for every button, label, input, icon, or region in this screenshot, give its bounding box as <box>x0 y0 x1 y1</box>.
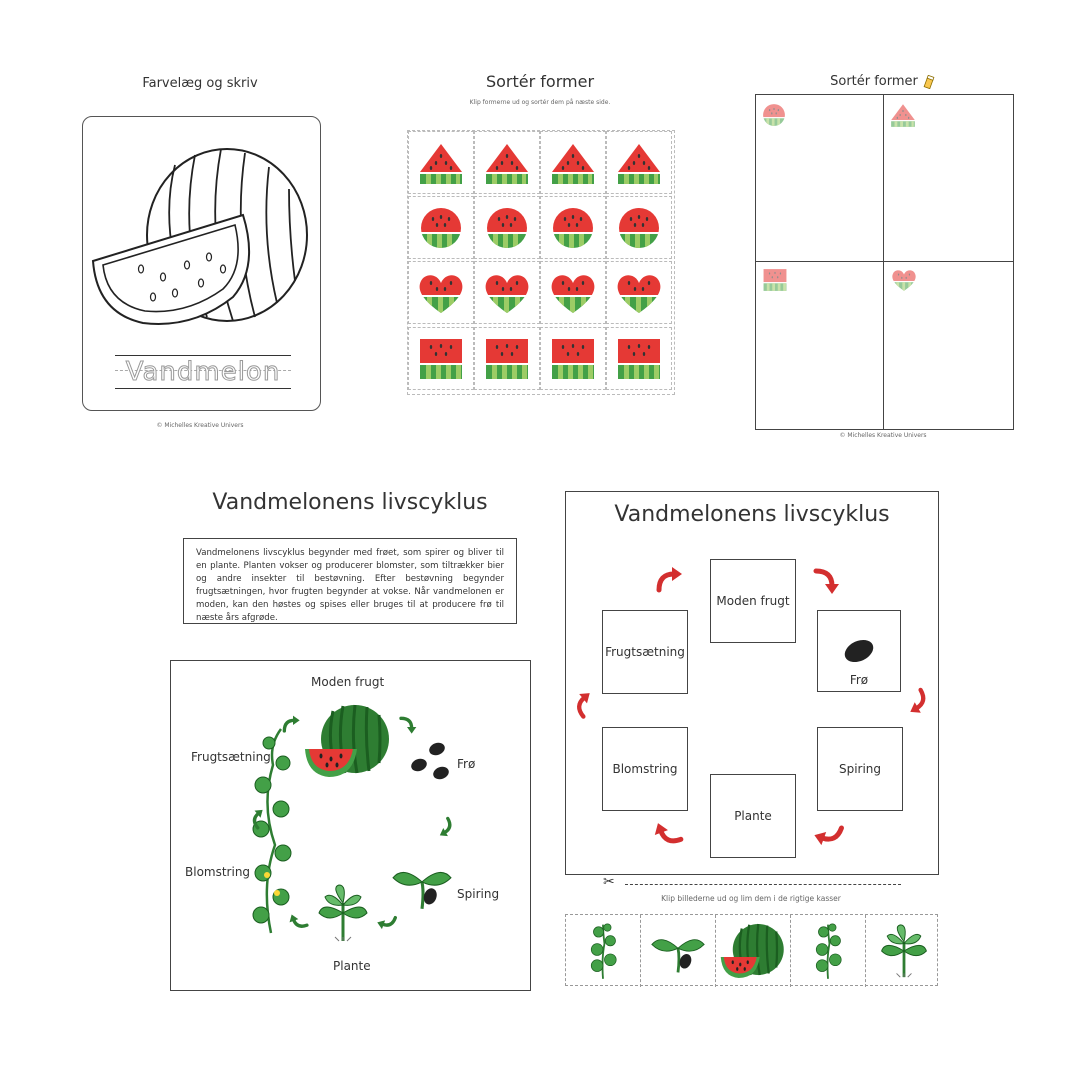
cutout-sprout[interactable] <box>641 915 716 987</box>
square-category-icon <box>762 268 788 292</box>
watermelon-square-icon <box>550 337 596 381</box>
watermelon-triangle-icon <box>550 142 596 184</box>
label-seed: Frø <box>457 757 476 771</box>
watermelon-triangle-icon <box>418 142 464 184</box>
watermelon-circle-icon <box>551 206 595 250</box>
label-plant: Plante <box>333 959 371 973</box>
circle-tile[interactable] <box>474 196 540 259</box>
box-seed-label: Frø <box>849 673 869 687</box>
heart-tile[interactable] <box>606 261 672 324</box>
watermelon-circle-icon <box>617 206 661 250</box>
cut-paste-sheet <box>565 491 939 875</box>
box-ripe-fruit-label: Moden frugt <box>716 594 790 608</box>
watermelon-circle-icon <box>419 206 463 250</box>
square-tile[interactable] <box>540 327 606 390</box>
square-tile[interactable] <box>474 327 540 390</box>
cycle-arrow-icon <box>899 683 935 719</box>
heart-tile[interactable] <box>540 261 606 324</box>
square-tile[interactable] <box>606 327 672 390</box>
box-ripe-fruit[interactable] <box>710 559 796 643</box>
box-flowering-label: Blomstring <box>612 762 678 776</box>
watermelon-square-icon <box>616 337 662 381</box>
cutout-flowering[interactable] <box>566 915 641 987</box>
label-ripe-fruit: Moden frugt <box>311 675 385 689</box>
triangle-category-icon <box>890 103 916 127</box>
watermelon-heart-icon <box>549 271 597 315</box>
shape-grid <box>407 130 675 395</box>
label-sprouting: Spiring <box>457 887 500 901</box>
cutout-plant[interactable] <box>866 915 941 987</box>
watermelon-outline-icon <box>83 117 320 347</box>
triangle-tile[interactable] <box>474 131 540 194</box>
triangle-tile[interactable] <box>540 131 606 194</box>
cycle-arrow-icon <box>374 908 400 934</box>
page2-subtitle: Klip formerne ud og sortér dem på næste side. <box>469 99 611 106</box>
plant-icon <box>876 923 932 979</box>
description-text: Vandmelonens livscyklus begynder med frøet, som spirer og bliver til en plante. Planten vokser og producerer blomster, som tiltrækker bier og andre insekter til bestøvning. Efter bestøvning begynder frugtsætningen, hvor frugten begynder at vokse. Når vandmelonen er moden, kan den høstes og spises eller bruges til at producere frø til næste års afgrøde. <box>196 548 504 623</box>
page3-title: Sortér former <box>830 74 918 89</box>
box-seed[interactable] <box>817 610 901 692</box>
circle-tile[interactable] <box>408 196 474 259</box>
plant-icon <box>313 883 373 943</box>
watermelon-icon <box>719 921 787 981</box>
scissors-icon: ✂ <box>603 874 615 890</box>
heart-category-icon <box>890 268 918 292</box>
cycle-arrow-icon <box>810 566 840 596</box>
page3-footer: © Michelles Kreative Univers <box>839 432 927 439</box>
label-flowering: Blomstring <box>185 865 251 879</box>
box-sprouting[interactable] <box>817 727 903 811</box>
box-flowering[interactable] <box>602 727 688 811</box>
watermelon-circle-icon <box>485 206 529 250</box>
seeds-icon <box>407 737 457 787</box>
cutout-watermelon[interactable] <box>716 915 791 987</box>
cut-instruction: Klip billederne ud og lim dem i de rigtige kasser <box>661 894 841 903</box>
circle-tile[interactable] <box>540 196 606 259</box>
description-box <box>183 538 517 624</box>
square-tile[interactable] <box>408 327 474 390</box>
circle-tile[interactable] <box>606 196 672 259</box>
page1-footer: © Michelles Kreative Univers <box>156 422 244 429</box>
cycle-arrow-icon <box>567 687 604 724</box>
watermelon-heart-icon <box>483 271 531 315</box>
box-fruit-set-label: Frugtsætning <box>605 645 685 659</box>
trace-word: Vandmelon <box>125 357 281 387</box>
cycle-arrow-icon <box>650 814 688 852</box>
sorting-board <box>755 94 1014 430</box>
label-fruit-set: Frugtsætning <box>191 750 271 764</box>
sprout-icon <box>391 859 453 911</box>
box-plant-label: Plante <box>734 809 772 823</box>
cycle-arrow-icon <box>431 813 458 840</box>
heart-tile[interactable] <box>474 261 540 324</box>
fruiting-vine-icon <box>806 918 850 984</box>
cycle-arrow-icon <box>654 566 684 596</box>
box-sprouting-label: Spiring <box>838 762 882 776</box>
ripe-watermelon-icon <box>303 701 393 781</box>
heart-tile[interactable] <box>408 261 474 324</box>
cutout-strip <box>565 914 938 986</box>
glue-stick-icon <box>922 75 936 89</box>
seed-icon <box>841 637 877 665</box>
cycle-arrow-icon <box>397 715 417 735</box>
triangle-tile[interactable] <box>606 131 672 194</box>
triangle-tile[interactable] <box>408 131 474 194</box>
box-plant[interactable] <box>710 774 796 858</box>
watermelon-triangle-icon <box>616 142 662 184</box>
trace-lines <box>115 355 291 389</box>
page2-title: Sortér former <box>485 72 595 91</box>
watermelon-square-icon <box>418 337 464 381</box>
sprout-icon <box>650 927 706 975</box>
coloring-card <box>82 116 321 411</box>
lifecycle-diagram <box>170 660 531 991</box>
page4-title: Vandmelonens livscyklus <box>212 490 488 515</box>
flowering-plant-icon <box>581 918 625 984</box>
watermelon-triangle-icon <box>484 142 530 184</box>
page1-title: Farvelæg og skriv <box>142 76 258 91</box>
vine-icon <box>241 725 301 935</box>
page3-header <box>800 74 966 89</box>
watermelon-heart-icon <box>417 271 465 315</box>
circle-category-icon <box>762 103 786 127</box>
cycle-arrow-icon <box>281 715 301 735</box>
cutout-fruiting-vine[interactable] <box>791 915 866 987</box>
page5-title: Vandmelonens livscyklus <box>614 502 890 527</box>
cycle-arrow-icon <box>810 814 848 852</box>
box-fruit-set[interactable] <box>602 610 688 694</box>
cut-line <box>603 874 903 891</box>
watermelon-heart-icon <box>615 271 663 315</box>
watermelon-square-icon <box>484 337 530 381</box>
